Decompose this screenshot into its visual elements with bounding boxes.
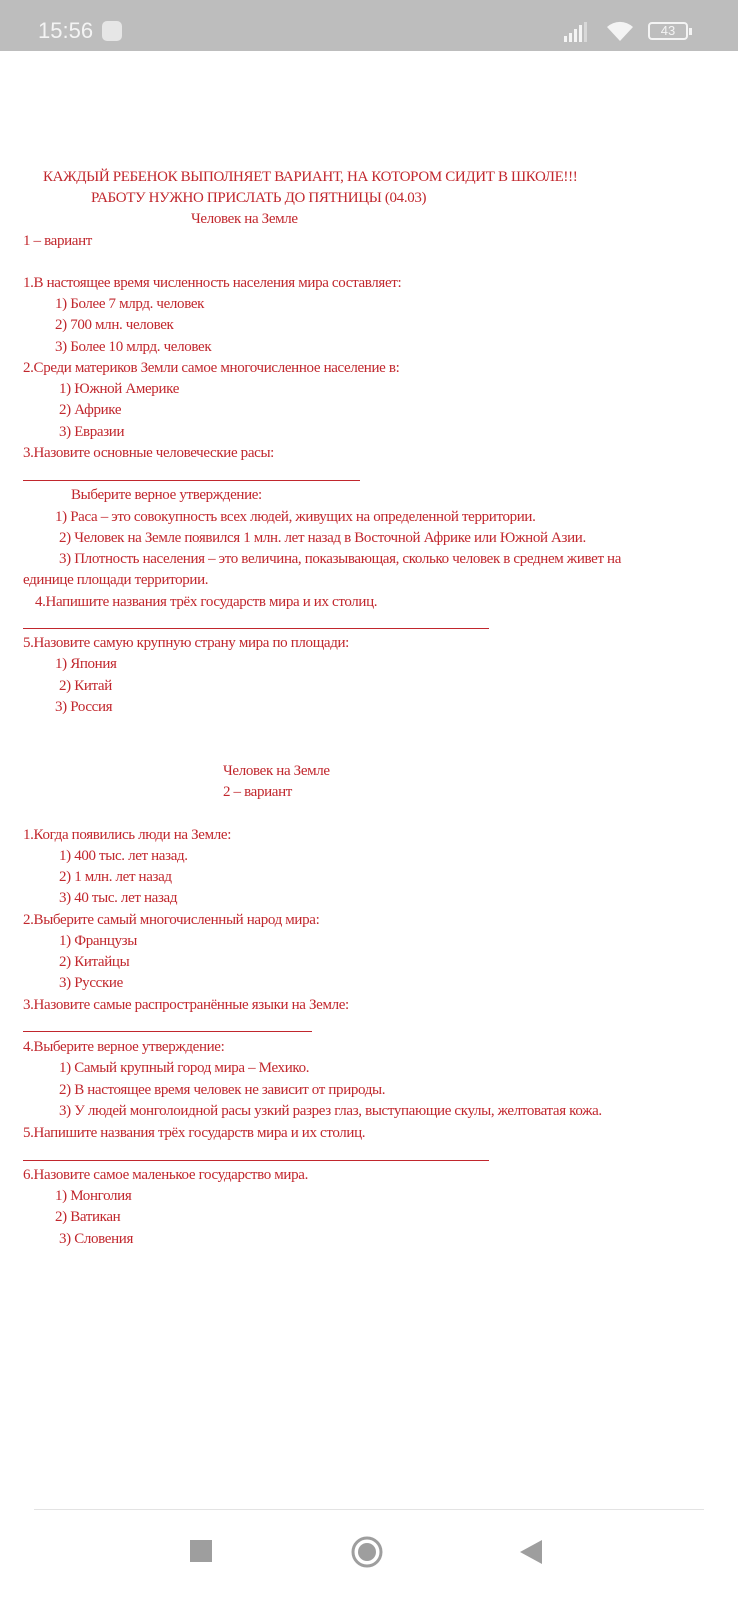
notice: КАЖДЫЙ РЕБЕНОК ВЫПОЛНЯЕТ ВАРИАНТ, НА КОТОРОМ СИДИТ В ШКОЛЕ!!!	[43, 169, 578, 185]
signal-icon	[564, 22, 588, 42]
answer-option: 3) 40 тыс. лет назад	[59, 890, 178, 906]
answer-option: 2) 700 млн. человек	[55, 317, 174, 333]
answer-option: 3) Русские	[59, 975, 123, 991]
back-button[interactable]	[520, 1540, 542, 1564]
question: 4.Выберите верное утверждение:	[23, 1039, 225, 1055]
answer-option: 2) Ватикан	[55, 1209, 121, 1225]
question: 1.Когда появились люди на Земле:	[23, 827, 232, 843]
answer-option: 2) Африке	[59, 402, 122, 418]
question: 6.Назовите самое маленькое государство мира.	[23, 1167, 308, 1183]
recents-button[interactable]	[190, 1540, 212, 1562]
answer-option: 3) Россия	[55, 699, 113, 715]
notification-icon	[102, 21, 122, 41]
deadline-notice: РАБОТУ НУЖНО ПРИСЛАТЬ ДО ПЯТНИЦЫ (04.03)	[91, 190, 427, 206]
question: 2.Среди материков Земли самое многочисленное население в:	[23, 360, 400, 376]
question: 5.Напишите названия трёх государств мира и их столиц.	[23, 1125, 366, 1141]
answer-option: 1) Французы	[59, 933, 137, 949]
answer-option: 2) 1 млн. лет назад	[59, 869, 172, 885]
answer-option: 3) Плотность населения – это величина, показывающая, сколько человек в среднем живет на	[59, 551, 622, 567]
answer-line	[23, 628, 489, 629]
answer-option: 2) Человек на Земле появился 1 млн. лет назад в Восточной Африке или Южной Азии.	[59, 530, 586, 546]
answer-option: 2) Китай	[59, 678, 112, 694]
answer-option: 1) Раса – это совокупность всех людей, живущих на определенной территории.	[55, 509, 536, 525]
answer-option: 2) В настоящее время человек не зависит от природы.	[59, 1082, 386, 1098]
answer-option: 3) У людей монголоидной расы узкий разрез глаз, выступающие скулы, желтоватая кожа.	[59, 1103, 602, 1119]
answer-option: 3) Евразии	[59, 424, 125, 440]
section-title: Человек на Земле	[191, 211, 298, 227]
wifi-icon	[606, 20, 634, 42]
variant-label: 2 – вариант	[223, 784, 292, 800]
answer-option: 2) Китайцы	[59, 954, 130, 970]
answer-option: 1) Южной Америке	[59, 381, 179, 397]
status-bar	[0, 0, 738, 51]
answer-option: 1) Япония	[55, 656, 117, 672]
answer-line	[23, 1031, 312, 1032]
home-button[interactable]	[351, 1536, 383, 1568]
answer-option: 1) Более 7 млрд. человек	[55, 296, 205, 312]
answer-option: 3) Словения	[59, 1231, 133, 1247]
question: 4.Напишите названия трёх государств мира и их столиц.	[35, 594, 378, 610]
question: 3.Назовите самые распространённые языки на Земле:	[23, 997, 349, 1013]
section-title: Человек на Земле	[223, 763, 330, 779]
answer-option: 3) Более 10 млрд. человек	[55, 339, 212, 355]
answer-line	[23, 480, 360, 481]
answer-option: 1) Самый крупный город мира – Мехико.	[59, 1060, 310, 1076]
battery-icon: 43	[648, 22, 688, 40]
question: Выберите верное утверждение:	[71, 487, 262, 503]
answer-line	[23, 1160, 489, 1161]
answer-option: 1) 400 тыс. лет назад.	[59, 848, 188, 864]
answer-option: 1) Монголия	[55, 1188, 132, 1204]
question: 1.В настоящее время численность населения мира составляет:	[23, 275, 402, 291]
nav-divider	[34, 1509, 704, 1510]
question: 2.Выберите самый многочисленный народ мира:	[23, 912, 320, 928]
question: 5.Назовите самую крупную страну мира по площади:	[23, 635, 349, 651]
answer-option-cont: единице площади территории.	[23, 572, 209, 588]
clock: 15:56	[38, 18, 94, 43]
question: 3.Назовите основные человеческие расы:	[23, 445, 274, 461]
variant-label: 1 – вариант	[23, 233, 92, 249]
